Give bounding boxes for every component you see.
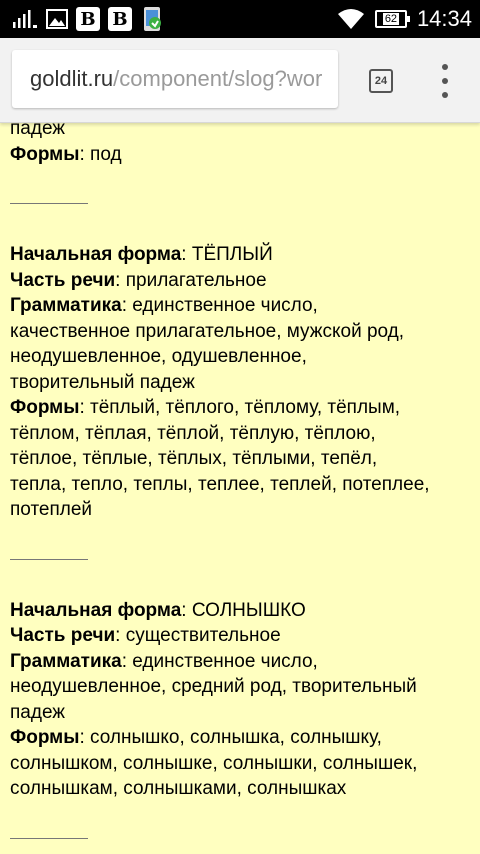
forms-label: Формы xyxy=(10,727,80,748)
grammar-line: качественное прилагательное, мужской род, xyxy=(10,320,405,342)
entry-teplyi xyxy=(10,242,470,523)
battery-level: 62 xyxy=(384,13,398,25)
phone-update-icon xyxy=(140,6,164,32)
vk-icon: B xyxy=(108,7,132,31)
initial-form-label: Начальная форма xyxy=(10,599,182,621)
pos-label: Часть речи xyxy=(10,625,116,646)
grammar-label: Грамматика xyxy=(10,295,122,316)
initial-form-value: : ТЁПЛЫЙ xyxy=(181,244,273,265)
divider xyxy=(10,203,88,204)
wifi-icon xyxy=(337,8,365,30)
pos-value: : существительное xyxy=(115,625,281,646)
forms-line: : тёплый, тёплого, тёплому, тёплым, xyxy=(79,397,401,418)
forms-line: : солнышко, солнышка, солнышку, xyxy=(79,727,382,748)
divider xyxy=(10,559,88,560)
pos-value: : прилагательное xyxy=(115,269,267,291)
vk-icon: B xyxy=(76,7,100,31)
pos-label: Часть речи xyxy=(10,269,116,291)
image-icon xyxy=(46,8,68,30)
url-bar[interactable] xyxy=(12,50,338,108)
initial-form-label: Начальная форма xyxy=(10,244,182,265)
signal-bars-icon xyxy=(12,8,38,30)
fragment-text: падеж xyxy=(10,118,66,139)
overflow-menu-icon[interactable] xyxy=(430,64,460,98)
status-right xyxy=(337,0,472,38)
notification-icons xyxy=(12,6,164,32)
forms-line: тепла, тепло, теплы, теплее, теплей, потеплее, xyxy=(10,473,430,495)
battery-icon xyxy=(375,10,407,28)
grammar-line: падеж xyxy=(10,701,66,723)
forms-line: тёплое, тёплые, тёплых, тёплыми, тепёл, xyxy=(10,448,378,469)
forms-value: : под xyxy=(79,143,122,165)
grammar-label: Грамматика xyxy=(10,650,122,672)
url-path: /component/slog?wor xyxy=(113,66,323,91)
grammar-line: : единственное число, xyxy=(121,650,318,672)
grammar-line: неодушевленное, одушевленное, xyxy=(10,346,307,367)
grammar-line: неодушевленное, средний род, творительный xyxy=(10,676,417,697)
initial-form-value: : СОЛНЫШКО xyxy=(181,599,306,621)
forms-line: солнышкам, солнышками, солнышках xyxy=(10,778,347,799)
forms-label: Формы xyxy=(10,143,80,165)
url-text xyxy=(30,66,322,92)
tab-switcher-button[interactable]: 24 xyxy=(369,69,393,93)
page-content xyxy=(10,118,470,851)
forms-line: тёплом, тёплая, тёплой, тёплую, тёплою, xyxy=(10,422,376,444)
status-bar xyxy=(0,0,480,38)
grammar-line: : единственное число, xyxy=(121,295,318,316)
forms-label: Формы xyxy=(10,397,80,418)
entry-solnyshko xyxy=(10,598,470,802)
grammar-line: творительный падеж xyxy=(10,371,195,393)
fragment-forms xyxy=(10,142,470,168)
divider xyxy=(10,838,88,839)
browser-toolbar xyxy=(0,38,480,123)
forms-line: потеплей xyxy=(10,499,93,520)
clock: 14:34 xyxy=(416,6,472,31)
url-domain: goldlit.ru xyxy=(30,66,114,91)
forms-line: солнышком, солнышке, солнышки, солнышек, xyxy=(10,752,418,774)
